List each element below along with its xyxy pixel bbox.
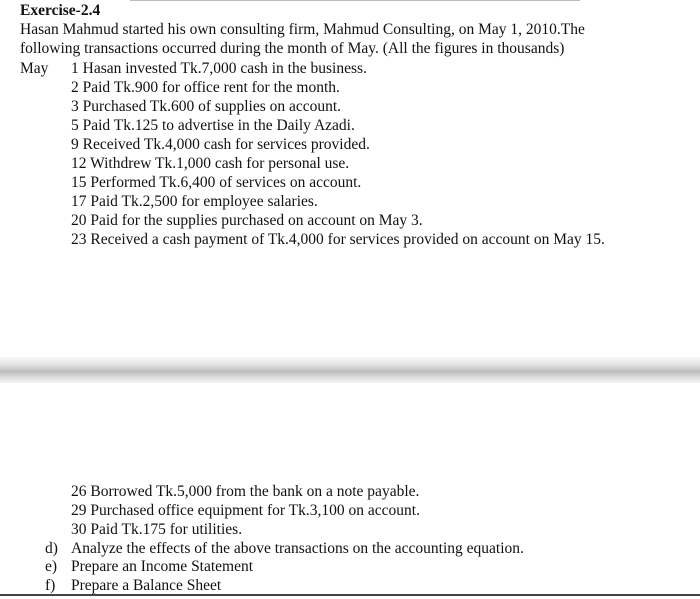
- exercise-intro: [20, 20, 670, 58]
- question-d: [45, 539, 524, 558]
- bottom-rule: [0, 594, 700, 596]
- transaction-line: 2 Paid Tk.900 for office rent for the month.: [71, 79, 340, 96]
- question-label: e): [45, 558, 58, 575]
- transaction-line: 23 Received a cash payment of Tk.4,000 for services provided on account on May 15.: [71, 231, 605, 248]
- question-f: [45, 576, 221, 595]
- month-label: May: [20, 60, 49, 77]
- transaction-line: 15 Performed Tk.6,400 of services on account.: [71, 174, 362, 191]
- intro-line: Hasan Mahmud started his own consulting firm, Mahmud Consulting, on May 1, 2010.The: [20, 21, 585, 38]
- page-divider: [0, 357, 700, 383]
- transaction-line: 1 Hasan invested Tk.7,000 cash in the business.: [71, 60, 367, 77]
- transaction-line: 17 Paid Tk.2,500 for employee salaries.: [71, 193, 318, 210]
- transaction-line: 29 Purchased office equipment for Tk.3,100 on account.: [71, 502, 420, 519]
- question-text: Analyze the effects of the above transactions on the accounting equation.: [71, 540, 524, 557]
- intro-line: following transactions occurred during the month of May. (All the figures in thousands): [20, 40, 565, 57]
- transaction-line: 26 Borrowed Tk.5,000 from the bank on a note payable.: [71, 483, 420, 500]
- transaction-line: 12 Withdrew Tk.1,000 cash for personal use.: [71, 155, 350, 172]
- transaction-line: 3 Purchased Tk.600 of supplies on account.: [71, 98, 342, 115]
- question-label: f): [45, 577, 56, 594]
- question-label: d): [45, 540, 58, 557]
- exercise-title: Exercise-2.4: [20, 2, 101, 19]
- question-text: Prepare an Income Statement: [71, 558, 254, 575]
- top-rule: [130, 0, 580, 1]
- transaction-line: 30 Paid Tk.175 for utilities.: [71, 521, 243, 538]
- question-text: Prepare a Balance Sheet: [71, 577, 222, 594]
- transaction-line: 9 Received Tk.4,000 cash for services provided.: [71, 136, 370, 153]
- question-e: [45, 557, 253, 576]
- transaction-line: 5 Paid Tk.125 to advertise in the Daily Azadi.: [71, 117, 355, 134]
- transaction-line: 20 Paid for the supplies purchased on account on May 3.: [71, 212, 423, 229]
